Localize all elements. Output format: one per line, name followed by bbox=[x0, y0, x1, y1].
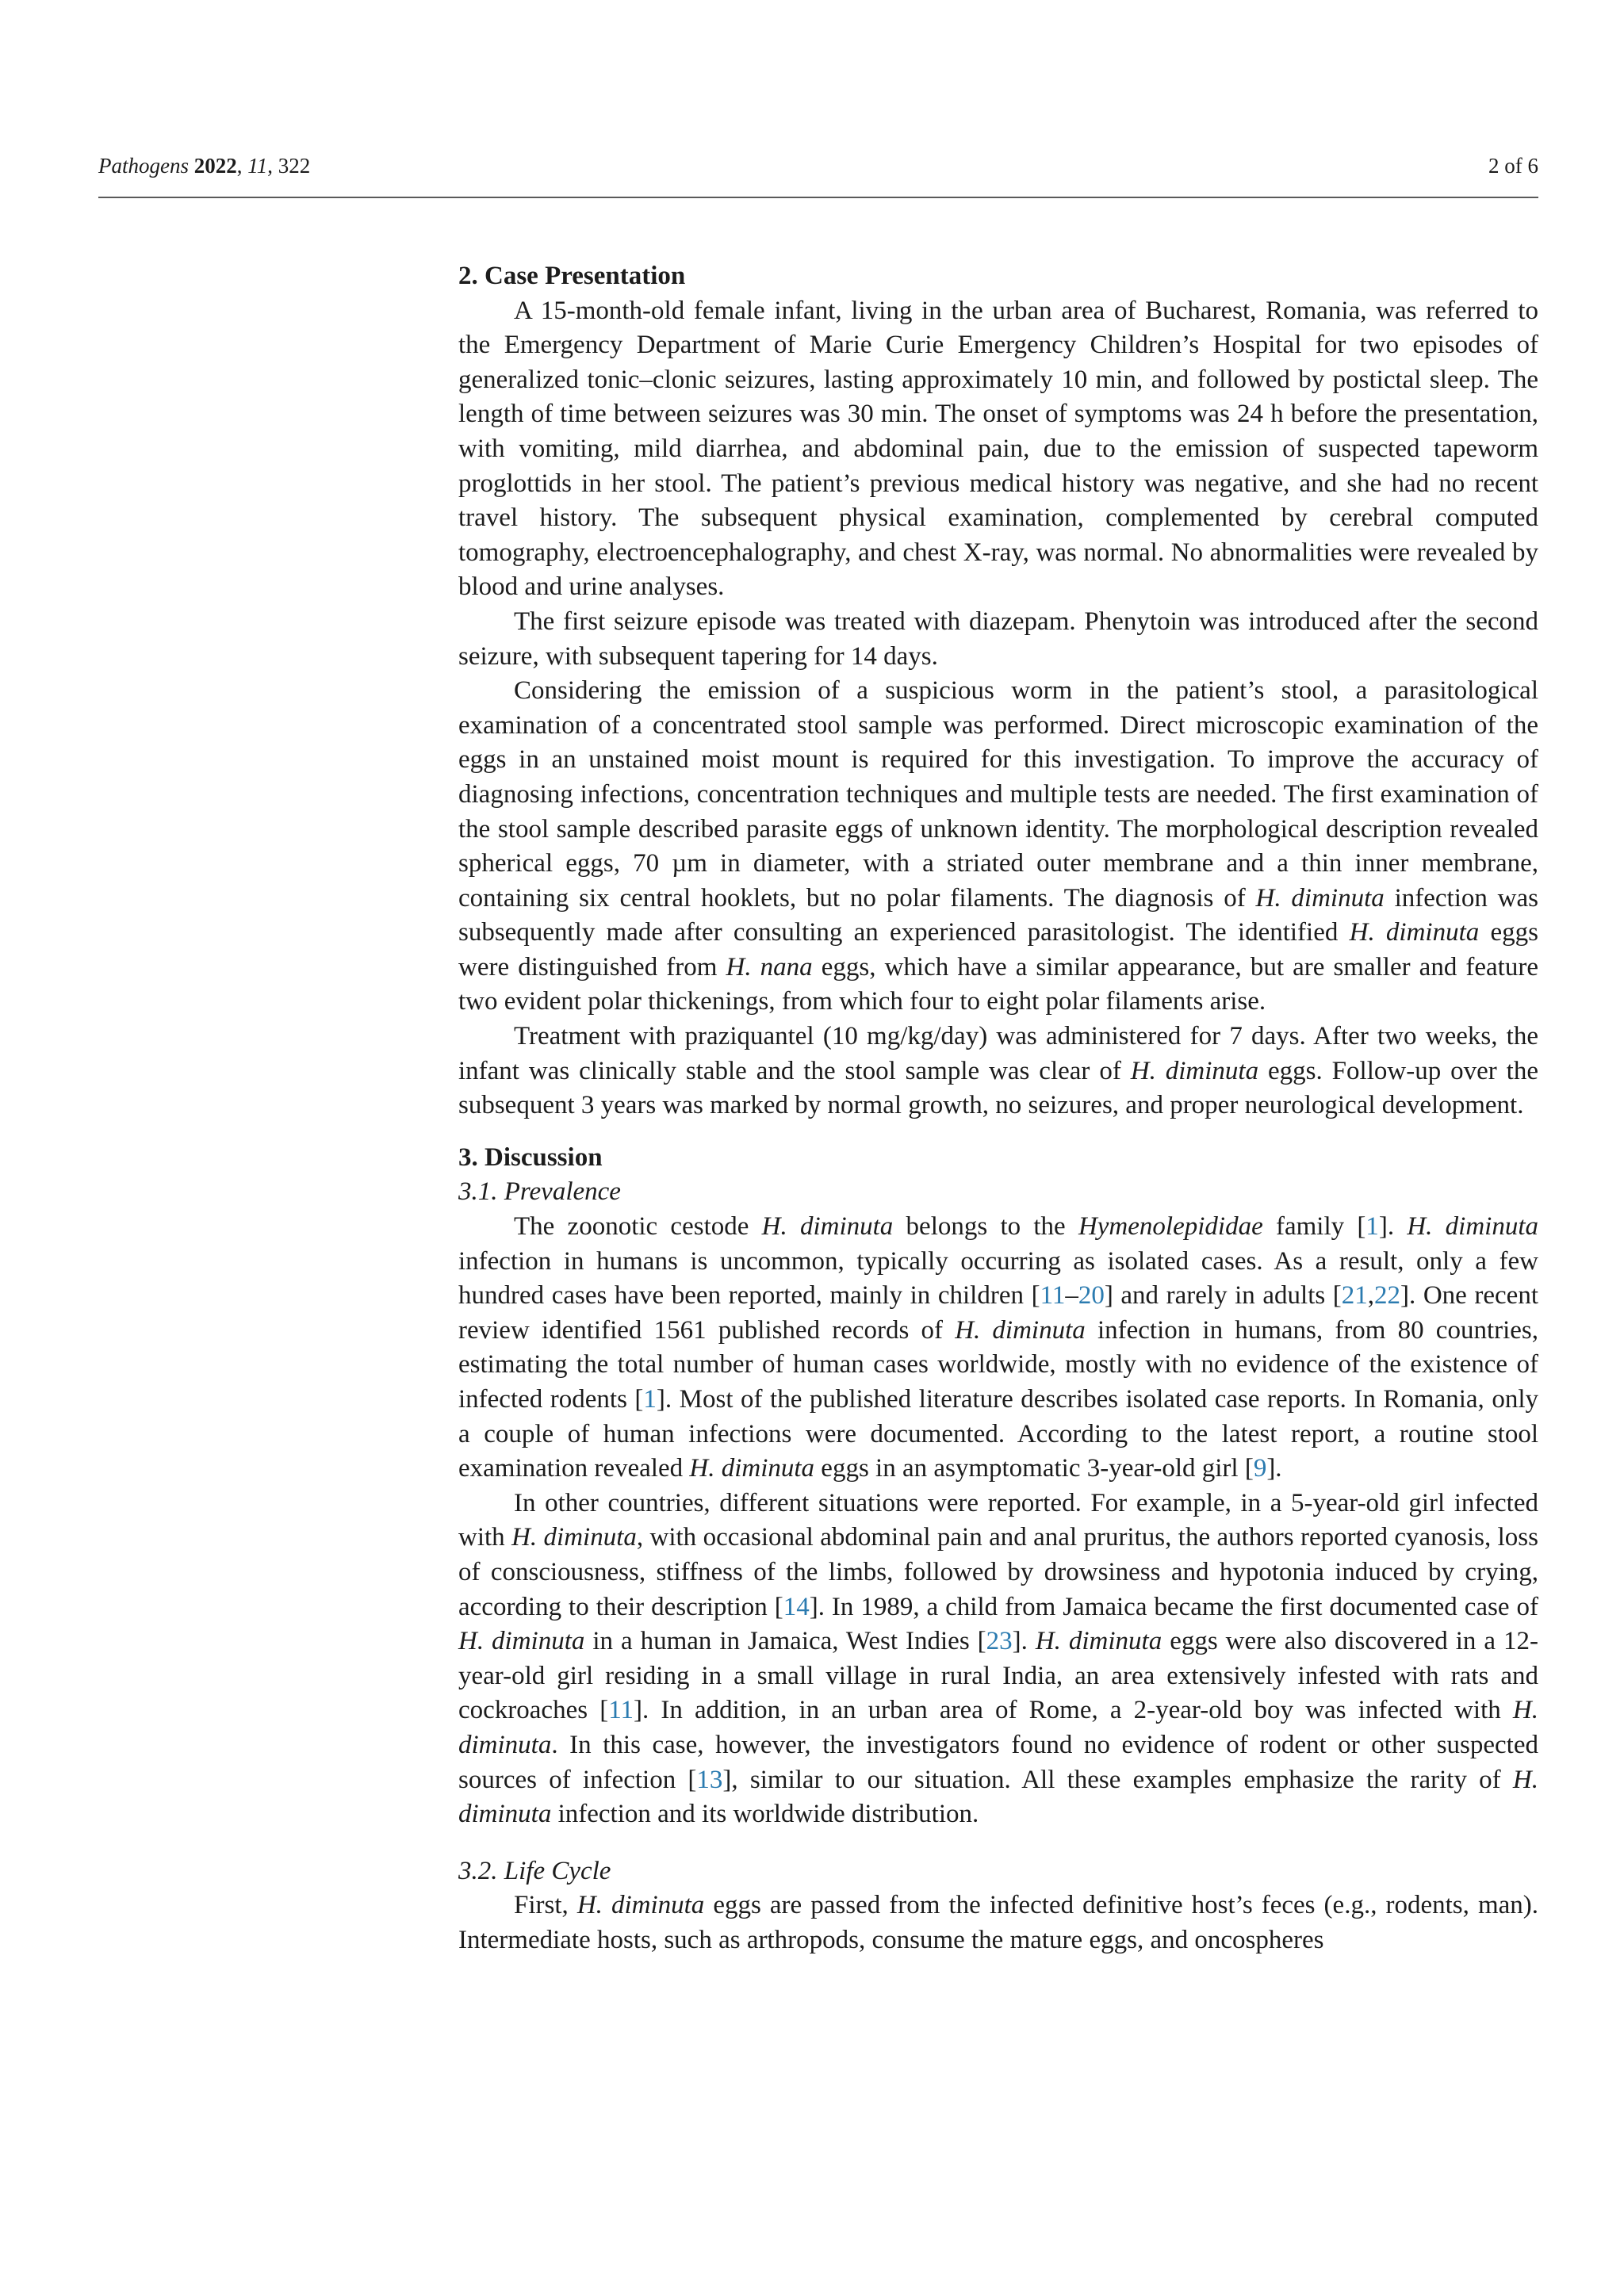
taxon-name: H. diminuta bbox=[1407, 1212, 1539, 1242]
journal-page: 322 bbox=[278, 154, 311, 178]
section-heading-case-presentation: 2. Case Presentation bbox=[458, 262, 686, 290]
taxon-name: H. diminuta bbox=[1349, 918, 1480, 947]
citation-link[interactable]: 13 bbox=[696, 1765, 723, 1794]
paragraph: First, H. diminuta eggs are passed from the infected definitive host’s feces (e.g., rodents, man). Intermediate hosts, such as arthropods, consume the mature eggs, and oncospheres bbox=[458, 1891, 1538, 1954]
citation-link[interactable]: 20 bbox=[1078, 1281, 1105, 1311]
citation-link[interactable]: 9 bbox=[1253, 1454, 1267, 1483]
taxon-name: H. diminuta bbox=[458, 1627, 585, 1656]
journal-volume: 11 bbox=[247, 154, 268, 178]
subsection-heading-life-cycle: 3.2. Life Cycle bbox=[458, 1856, 611, 1885]
citation-link[interactable]: 21 bbox=[1341, 1281, 1368, 1311]
paragraph: The zoonotic cestode H. diminuta belongs to the Hymenolepididae family [1]. H. diminuta infection in humans is uncommon, typically occurring as isolated cases. As a result, only a few hundred cases have been reported, mainly in children [11–20] and rarely in adults [21,22]. One recent review identified 1561 published records of H. diminuta infection in humans, from 80 countries, estimating the total number of human cases worldwide, mostly with no evidence of the existence of infected rodents [1]. Most of the published literature describes isolated case reports. In Romania, only a couple of human infections were documented. According to the latest report, a routine stool examination revealed H. diminuta eggs in an asymptomatic 3-year-old girl [9]. bbox=[458, 1212, 1539, 1483]
running-header bbox=[98, 149, 1538, 198]
taxon-name: H. diminuta bbox=[458, 1696, 1538, 1759]
journal-name: Pathogens bbox=[98, 154, 189, 178]
citation-link[interactable]: 11 bbox=[608, 1696, 634, 1725]
journal-citation: Pathogens 2022, 11, 322 bbox=[98, 154, 311, 178]
article-body bbox=[458, 259, 1538, 1958]
paragraph: The first seizure episode was treated with diazepam. Phenytoin was introduced after the second seizure, with subsequent tapering for 14 days. bbox=[458, 607, 1538, 671]
taxon-name: H. diminuta bbox=[955, 1315, 1086, 1345]
taxon-name: H. diminuta bbox=[689, 1454, 815, 1483]
subsection-heading-prevalence: 3.1. Prevalence bbox=[458, 1177, 621, 1207]
citation-link[interactable]: 22 bbox=[1374, 1281, 1401, 1311]
section-heading-discussion: 3. Discussion bbox=[458, 1142, 603, 1172]
citation-link[interactable]: 1 bbox=[1365, 1212, 1379, 1242]
paragraph: Considering the emission of a suspicious worm in the patient’s stool, a parasitological examination of a concentrated stool sample was performed. Direct microscopic examination of the eggs in an unstained moist mount is required for this investigation. To improve the accuracy of diagnosing infections, concentration techniques and multiple tests are needed. The first examination of the stool sample described parasite eggs of unknown identity. The morphological description revealed spherical eggs, 70 µm in diameter, with a striated outer membrane and a thin inner membrane, containing six central hooklets, but no polar filaments. The diagnosis of H. diminuta infection was subsequently made after consulting an experienced parasitologist. The identified H. diminuta eggs were distinguished from H. nana eggs, which have a similar appearance, but are smaller and feature two evident polar thickenings, from which four to eight polar filaments arise. bbox=[458, 676, 1539, 1016]
paragraph: Treatment with praziquantel (10 mg/kg/day) was administered for 7 days. After two weeks, the infant was clinically stable and the stool sample was clear of H. diminuta eggs. Follow-up over the subsequent 3 years was marked by normal growth, no seizures, and proper neurological development. bbox=[458, 1022, 1538, 1120]
paragraph: In other countries, different situations were reported. For example, in a 5-year-old girl infected with H. diminuta, with occasional abdominal pain and anal pruritus, the authors reported cyanosis, loss of consciousness, stiffness of the limbs, followed by drowsiness and hypotonia induced by crying, according to their description [14]. In 1989, a child from Jamaica became the first documented case of H. diminuta in a human in Jamaica, West Indies [23]. H. diminuta eggs were also discovered in a 12-year-old girl residing in a small village in rural India, an area extensively infested with rats and cockroaches [11]. In addition, in an urban area of Rome, a 2-year-old boy was infected with H. diminuta. In this case, however, the investigators found no evidence of rodent or other suspected sources of infection [13], similar to our situation. All these examples emphasize the rarity of H. diminuta infection and its worldwide distribution. bbox=[458, 1488, 1538, 1829]
taxon-name: H. diminuta bbox=[576, 1891, 705, 1920]
section-spacer bbox=[458, 1832, 1538, 1854]
page-number: 2 of 6 bbox=[1488, 154, 1538, 178]
citation-link[interactable]: 1 bbox=[643, 1385, 657, 1414]
paragraph: A 15-month-old female infant, living in the urban area of Bucharest, Romania, was referred to the Emergency Department of Marie Curie Emergency Children’s Hospital for two episodes of generalized tonic–clonic seizures, lasting approximately 10 min, and followed by postictal sleep. The length of time between seizures was 30 min. The onset of symptoms was 24 h before the presentation, with vomiting, mild diarrhea, and abdominal pain, due to the emission of suspected tapeworm proglottids in her stool. The patient’s previous medical history was negative, and she had no recent travel history. The subsequent physical examination, complemented by cerebral computed tomography, electroencephalography, and chest X-ray, was normal. No abnormalities were revealed by blood and urine analyses. bbox=[458, 296, 1538, 602]
taxon-name: H. nana bbox=[726, 952, 813, 982]
taxon-name: H. diminuta bbox=[1035, 1627, 1162, 1656]
citation-link[interactable]: 23 bbox=[986, 1627, 1013, 1656]
citation-link[interactable]: 14 bbox=[783, 1592, 810, 1621]
taxon-name: H. diminuta bbox=[1130, 1056, 1259, 1085]
journal-year: 2022 bbox=[193, 154, 237, 178]
taxon-name: Hymenolepididae bbox=[1078, 1212, 1263, 1242]
taxon-name: H. diminuta bbox=[511, 1523, 637, 1552]
taxon-name: H. diminuta bbox=[761, 1212, 894, 1242]
citation-link[interactable]: 11 bbox=[1040, 1281, 1066, 1311]
section-spacer bbox=[458, 1123, 1538, 1141]
taxon-name: H. diminuta bbox=[1255, 883, 1385, 913]
taxon-name: H. diminuta bbox=[458, 1765, 1538, 1829]
